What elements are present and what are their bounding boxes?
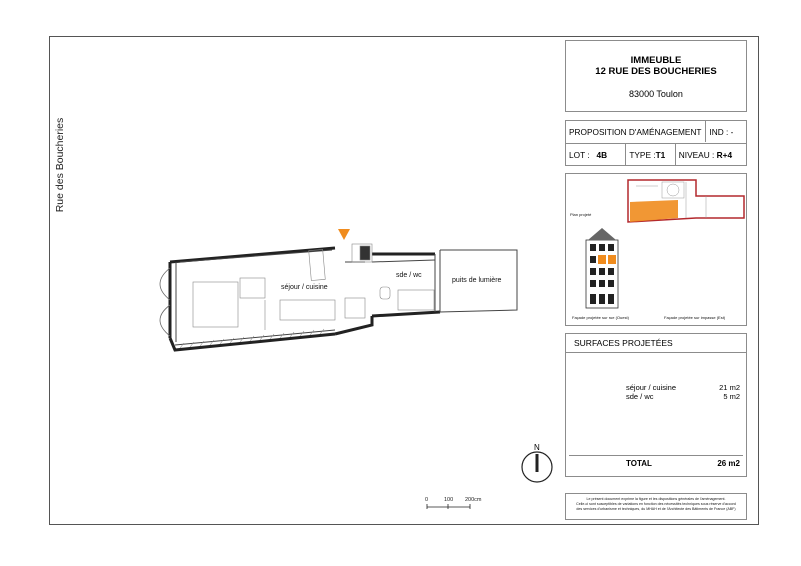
surface-value-sejour: 21 m2 [719,383,740,392]
north-label: N [534,443,540,452]
building-title: IMMEUBLE [630,55,682,66]
total-value: 26 m2 [717,459,740,468]
ind-value: - [730,126,734,137]
note-line-2: Celle-ci sont susceptibles de variations en fonction des nécessités techniques sous réserve d'accord [576,502,736,506]
type-value: T1 [655,149,666,160]
scale-label-100: 100 [444,497,454,503]
title-block [565,40,747,112]
plan-thumbnail [628,180,744,222]
surface-name-sde: sde / wc [626,392,654,401]
facade-east-caption: Façade projetée sur impasse (Est) [664,315,726,320]
niveau-label: NIVEAU : [678,149,715,160]
lot-cell [566,144,626,165]
surfaces-heading: SURFACES PROJETÉES [566,334,746,353]
thumbnail-drawings [566,174,748,327]
total-label: TOTAL [626,459,652,468]
surfaces-block [565,333,747,477]
lot-label: LOT : [569,149,590,160]
plan-walls [170,248,440,350]
facade-west-caption: Façade projetée sur rue (Ouest) [572,315,629,320]
surface-name-sejour: séjour / cuisine [626,383,677,392]
proposition-label: PROPOSITION D'AMÉNAGEMENT [566,121,706,142]
niveau-cell [676,144,746,165]
thumbnail-block [565,173,747,326]
note-line-3: des services d'urbanisme et techniques, du MHAH et de l'Architecte des Bâtiments de France (ABF) [576,507,736,511]
building-address: 12 RUE DES BOUCHERIES [595,66,717,77]
scale-label-0: 0 [425,497,429,503]
lot-value: 4B [596,149,608,160]
north-arrow [522,452,552,482]
type-cell [626,144,675,165]
room-label-sejour: séjour / cuisine [281,284,328,291]
surface-value-sde: 5 m2 [723,392,740,401]
entrance-marker [338,229,350,240]
ind-label: IND : [709,126,729,137]
info-block [565,120,747,166]
facade-thumbnail [586,228,618,308]
room-label-sde: sde / wc [396,272,422,279]
plan-caption: Plan projeté [570,212,592,217]
street-label: Rue des Boucheries [54,117,66,213]
disclaimer-note [565,493,747,520]
ind-cell [706,121,746,142]
type-label: TYPE : [629,149,656,160]
scale-bar [427,504,470,509]
niveau-value: R+4 [716,149,733,160]
building-city: 83000 Toulon [629,89,683,99]
note-line-1: Le présent document exprime la figure et les dispositions générales de l'aménagement. [586,497,726,501]
room-label-puits: puits de lumière [452,277,502,284]
scale-label-200: 200cm [465,497,482,503]
